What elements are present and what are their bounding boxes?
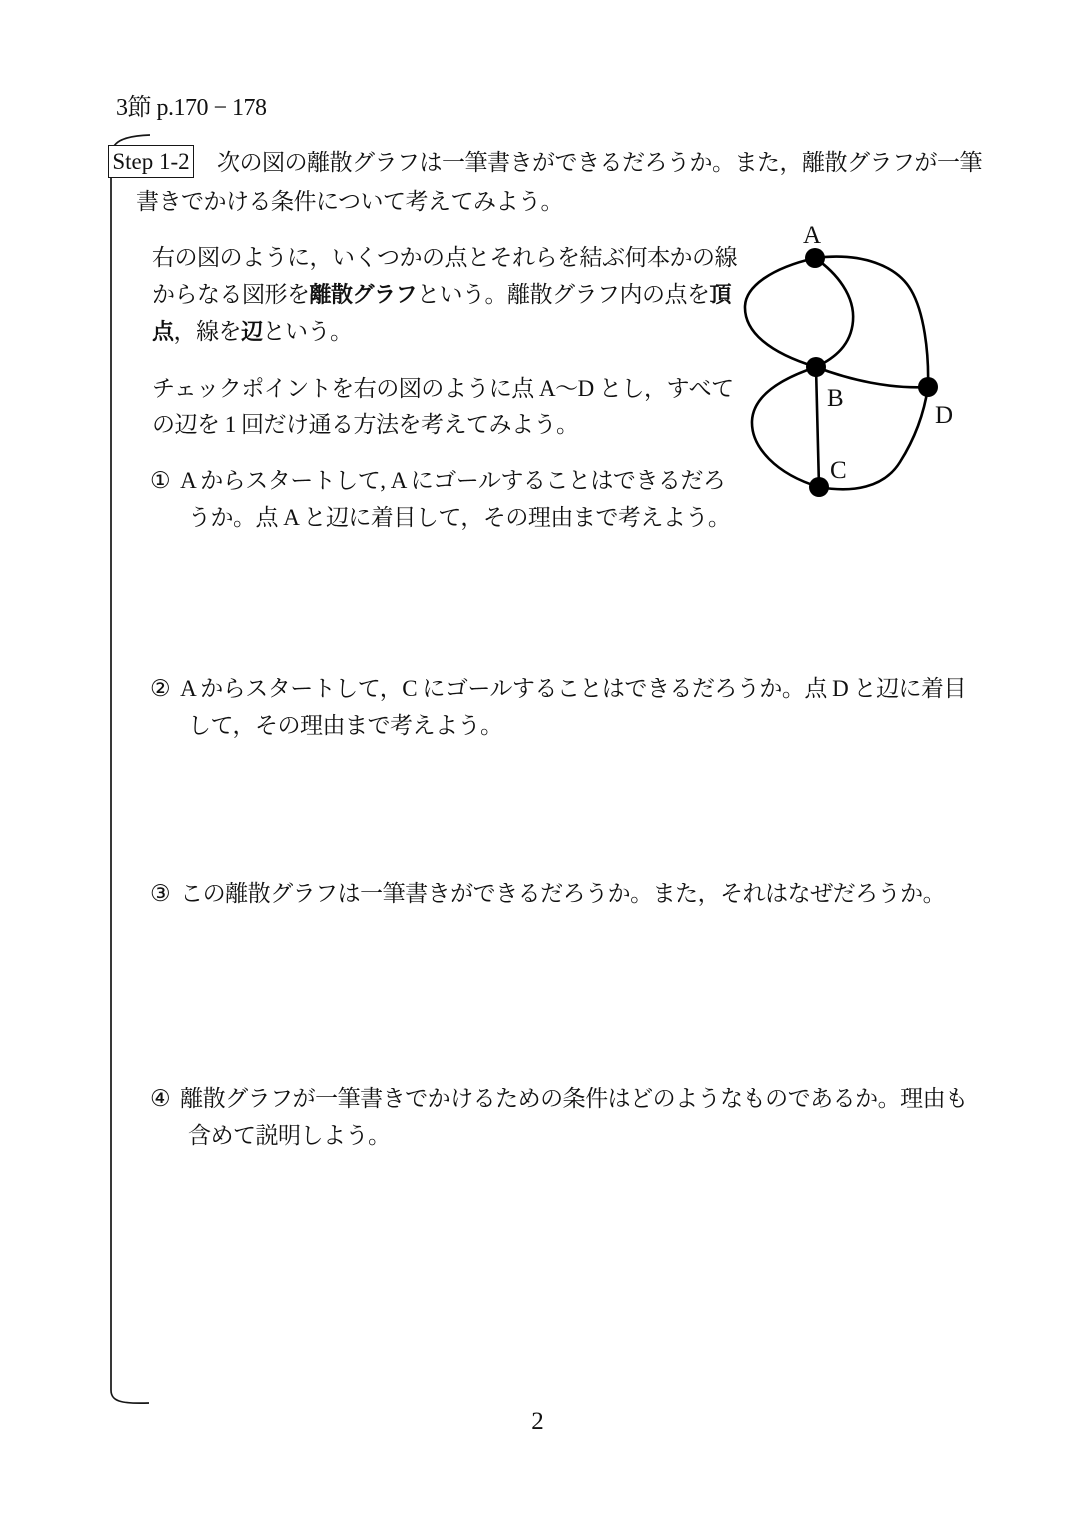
bracket-line <box>111 135 150 1403</box>
question4-line1 <box>150 1084 968 1114</box>
graph-label-C: C <box>830 457 847 484</box>
step-label-box <box>108 145 194 178</box>
step-label: Step 1-2 <box>112 149 190 174</box>
graph-node-A <box>805 248 825 268</box>
graph-edge-A-B-right <box>815 258 853 367</box>
question2-number: ② <box>150 676 171 701</box>
graph-node-C <box>809 477 829 497</box>
page-number: 2 <box>531 1408 544 1435</box>
paragraph2-line2: の辺を 1 回だけ通る方法を考えてみよう。 <box>152 412 579 437</box>
question1-number: ① <box>150 468 171 493</box>
step-intro-line1: 次の図の離散グラフは一筆書きができるだろうか。また，離散グラフが一筆 <box>217 150 982 175</box>
paragraph1-line3 <box>152 317 353 347</box>
graph-edge-B-C-straight <box>816 367 819 487</box>
paragraph1-line3-end: という。 <box>262 319 353 344</box>
question4-number: ④ <box>150 1086 171 1111</box>
paragraph1-line2-mid: という。離散グラフ内の点を <box>417 282 710 307</box>
question3-number: ③ <box>150 881 171 906</box>
paragraph1-line2 <box>152 280 731 310</box>
graph-edge-A-D <box>815 257 928 387</box>
question3-text: この離散グラフは一筆書きができるだろうか。また，それはなぜだろうか。 <box>180 881 946 906</box>
term-vertex-part1: 頂 <box>709 282 732 307</box>
discrete-graph <box>725 213 975 513</box>
graph-node-D <box>918 377 938 397</box>
question1-text: A からスタートして, A にゴールすることはできるだろ <box>180 468 726 493</box>
question1-line2: うか。点 A と辺に着目して，その理由まで考えよう。 <box>188 505 731 530</box>
term-discrete-graph: 離散グラフ <box>309 282 418 307</box>
paragraph1-line1: 右の図のように，いくつかの点とそれらを結ぶ何本かの線 <box>152 245 737 270</box>
term-edge: 辺 <box>241 319 263 344</box>
question4-line2: 含めて説明しよう。 <box>188 1123 391 1148</box>
graph-label-D: D <box>935 402 954 429</box>
question4-text: 離散グラフが一筆書きでかけるための条件はどのようなものであるか。理由も <box>180 1086 968 1111</box>
section-header: 3節 p.170 − 178 <box>116 95 267 121</box>
question2-line2: して，その理由まで考えよう。 <box>188 713 503 738</box>
graph-node-B <box>806 357 826 377</box>
paragraph2-line1: チェックポイントを右の図のように点 A〜D とし，すべて <box>152 376 734 401</box>
graph-label-B: B <box>827 385 844 412</box>
question3-line1 <box>150 879 945 909</box>
term-vertex-part2: 点 <box>152 319 174 344</box>
graph-label-A: A <box>802 222 822 249</box>
paragraph1-line3-mid: ，線を <box>173 319 242 344</box>
paragraph1-line2-text: からなる図形を <box>152 282 310 307</box>
question1-line1 <box>150 466 725 496</box>
step-intro-line2: 書きでかける条件について考えてみよう。 <box>136 189 564 214</box>
question2-text: A からスタートして，C にゴールすることはできるだろうか。点 D と辺に着目 <box>180 676 966 701</box>
question2-line1 <box>150 674 966 704</box>
graph-edge-B-C-left <box>752 367 819 487</box>
graph-edge-A-B-left <box>745 258 816 367</box>
